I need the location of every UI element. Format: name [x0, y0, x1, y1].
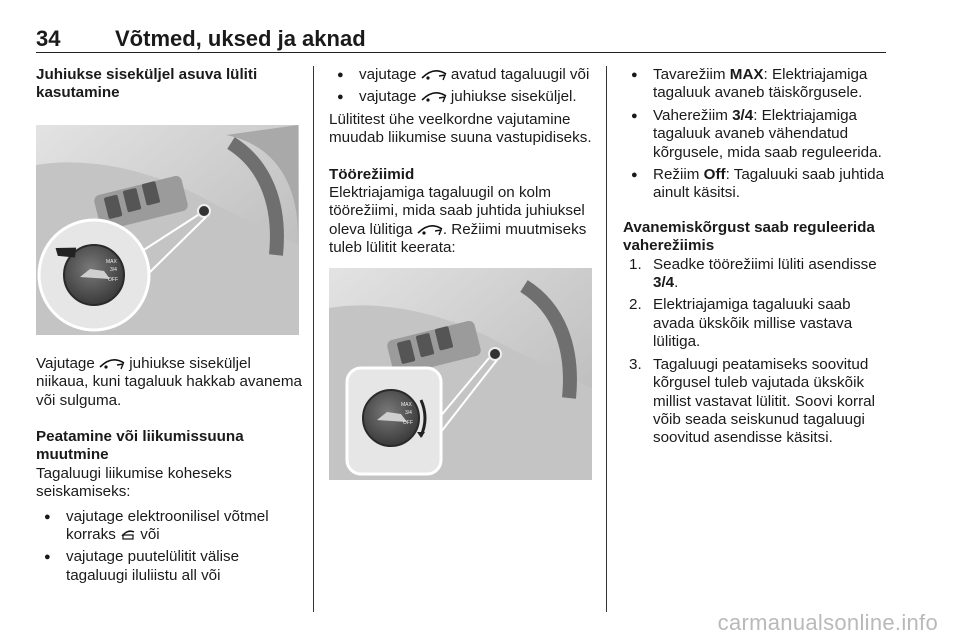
tailgate-switch-icon: [417, 224, 443, 236]
knob-label-3-4: 3/4: [110, 266, 117, 273]
knob-label-max: MAX: [401, 401, 412, 408]
column-divider: [313, 66, 314, 612]
column-3: [623, 66, 888, 452]
list-item: ● vajutage juhiukse siseküljel.: [329, 88, 595, 106]
column-2: [329, 66, 595, 480]
tailgate-switch-icon: [421, 69, 447, 81]
watermark: carmanualsonline.info: [717, 610, 938, 635]
list-item: 3. Tagaluugi peatamiseks soovitud kõrgusel tuleb vajutada ükskõik millist vastavat lülitit. Soovi korral võib seada seiskunud tagaluugi soovitud asendisse käsitsi.: [629, 355, 875, 447]
knob-label-max: MAX: [106, 258, 117, 265]
door-switch-illustration: [36, 125, 299, 335]
knob-label-off: OFF: [403, 419, 413, 426]
section-heading: Juhiukse siseküljel asuva lüliti kasutamine: [36, 66, 258, 102]
list-item: 1. Seadke töörežiimi lüliti asendisse 3/4.: [629, 255, 877, 292]
paragraph: Tagaluugi liikumise koheseks seiskamiseks:: [36, 464, 232, 501]
section-heading: Peatamine või liikumissuuna muutmine: [36, 428, 244, 464]
list-item: ● vajutage avatud tagaluugil või: [329, 66, 595, 84]
page-header: [36, 26, 886, 53]
paragraph: Vajutage juhiukse siseküljel niikaua, kuni tagaluuk hakkab avanema või sulguma.: [36, 354, 302, 409]
knob-label-3-4: 3/4: [405, 409, 412, 416]
paragraph: Lülititest ühe veelkordne vajutamine muudab liikumise suuna vastupidiseks.: [329, 110, 592, 147]
list-item: 2. Elektriajamiga tagaluuki saab avada ükskõik millise vastava lülitiga.: [629, 296, 853, 351]
section-heading: Avanemiskõrgust saab reguleerida vaherežiimis: [623, 218, 875, 255]
mode-switch-illustration: [329, 268, 592, 480]
knob-label-off: OFF: [108, 276, 118, 283]
paragraph: Elektriajamiga tagaluugil on kolm töörežiimi, mida saab juhtida juhiuksel oleva lülitiga . Režiimi muutmiseks tuleb lülitit keerata:: [329, 184, 587, 257]
key-fob-tailgate-icon: [120, 528, 136, 541]
column-divider: [606, 66, 607, 612]
page-title: Võtmed, uksed ja aknad: [115, 26, 366, 51]
list-item: ● Vaherežiim 3/4: Elektriajamiga tagaluuk avaneb vähendatud kõrgusele, mida saab reguleerida.: [623, 107, 888, 162]
page-number: 34: [36, 26, 61, 51]
list-item: ● vajutage puutelülitit välise tagaluugi iluliistu all või: [36, 548, 302, 585]
list-item: ● vajutage elektroonilisel võtmel korraks või: [36, 508, 302, 545]
list-item: ● Režiim Off: Tagaluuki saab juhtida ainult käsitsi.: [623, 166, 888, 203]
section-heading: Töörežiimid: [329, 165, 415, 183]
list-item: ● Tavarežiim MAX: Elektriajamiga tagaluuk avaneb täiskõrgusele.: [623, 66, 888, 103]
column-1: [36, 66, 302, 589]
tailgate-switch-icon: [421, 91, 447, 103]
tailgate-switch-icon: [99, 358, 125, 370]
